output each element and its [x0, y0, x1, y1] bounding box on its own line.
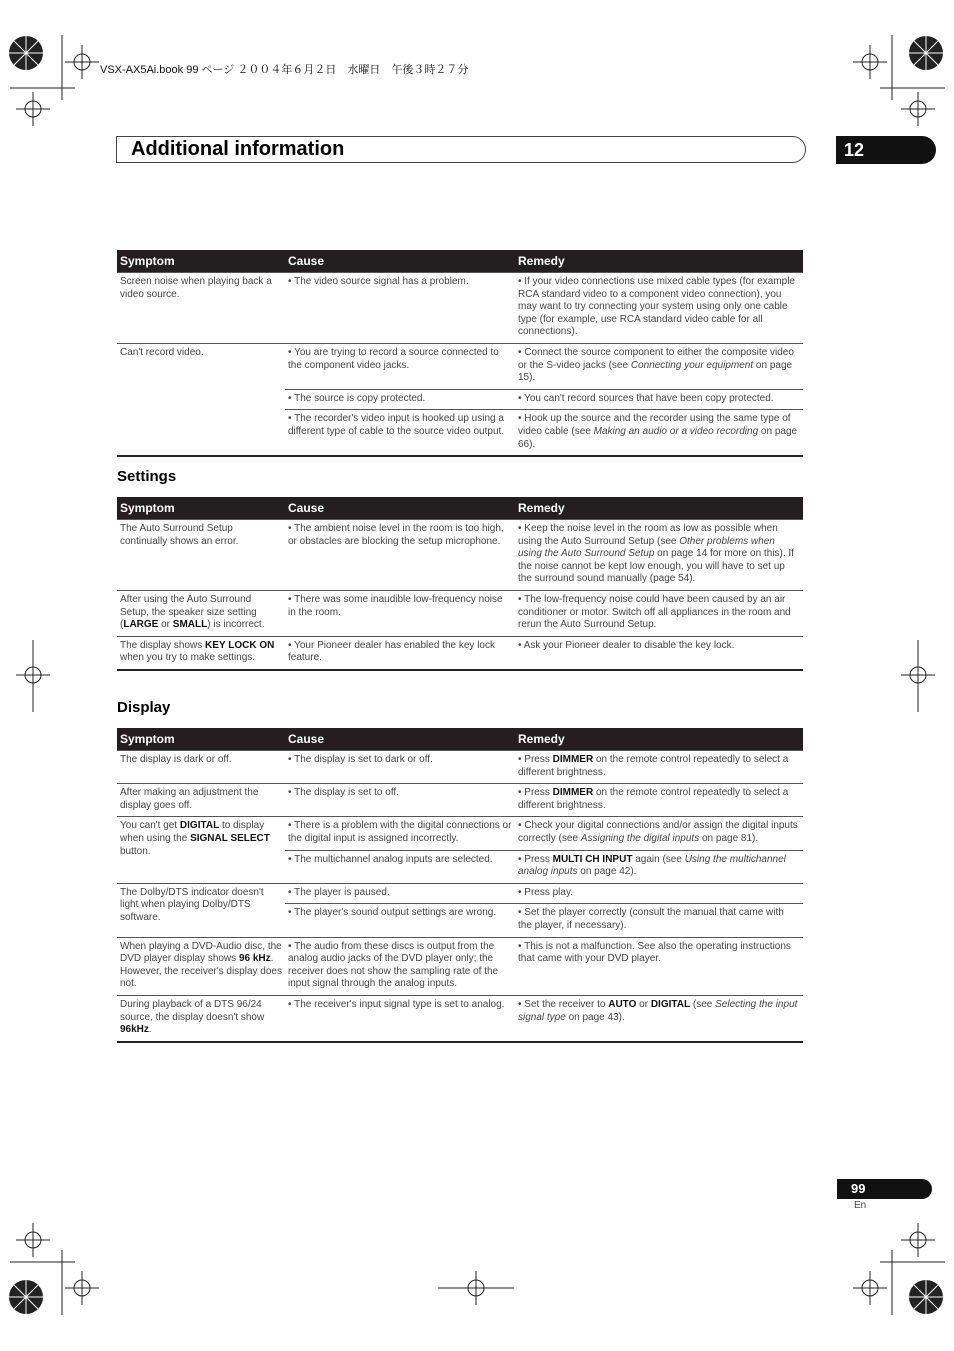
symptom-cell: After using the Auto Surround Setup, the speaker size setting (LARGE or SMALL) is incorrect.	[117, 590, 285, 636]
table-row	[117, 343, 803, 389]
cause-cell: • You are trying to record a source connected to the component video jacks.	[285, 343, 515, 389]
cause-cell: • The source is copy protected.	[285, 389, 515, 410]
symptom-column-header: Symptom	[117, 728, 285, 751]
remedy-cell: • Hook up the source and the recorder using the same type of video cable (see Making an audio or a video recording on page 66).	[515, 410, 803, 456]
settings-heading: Settings	[117, 468, 177, 485]
remedy-cell: • The low-frequency noise could have been caused by an air conditioner or motor. Switch off all appliances in the room and rerun the Auto Surround Setup.	[515, 590, 803, 636]
remedy-cell: • If your video connections use mixed cable types (for example RCA standard video to a component video connection), you may want to try connecting your system using only one cable type (for example, use RCA standard video cable for all connections).	[515, 273, 803, 344]
symptom-cell: You can't get DIGITAL to display when using the SIGNAL SELECT button.	[117, 817, 285, 883]
remedy-cell: • Press DIMMER on the remote control repeatedly to select a different brightness.	[515, 784, 803, 817]
cause-column-header: Cause	[285, 728, 515, 751]
cause-cell: • The receiver's input signal type is set to analog.	[285, 995, 515, 1041]
symptom-column-header: Symptom	[117, 497, 285, 520]
cause-column-header: Cause	[285, 497, 515, 520]
page-title: Additional information	[131, 138, 345, 160]
cause-cell: • The player is paused.	[285, 883, 515, 904]
remedy-column-header: Remedy	[515, 497, 803, 520]
remedy-column-header: Remedy	[515, 728, 803, 751]
cause-cell: • The display is set to dark or off.	[285, 751, 515, 784]
remedy-cell: • Connect the source component to either the composite video or the S-video jacks (see Connecting your equipment on page 15).	[515, 343, 803, 389]
settings-troubleshooting-table	[117, 497, 803, 671]
table-row	[117, 883, 803, 904]
table-row	[117, 636, 803, 670]
symptom-cell: Can't record video.	[117, 343, 285, 456]
cause-cell: • Your Pioneer dealer has enabled the key lock feature.	[285, 636, 515, 670]
table-row	[117, 590, 803, 636]
symptom-cell: After making an adjustment the display goes off.	[117, 784, 285, 817]
table-header-row	[117, 728, 803, 751]
cause-column-header: Cause	[285, 250, 515, 273]
cause-cell: • The player's sound output settings are wrong.	[285, 904, 515, 937]
symptom-cell: The Auto Surround Setup continually shows an error.	[117, 520, 285, 591]
table-row	[117, 751, 803, 784]
remedy-cell: • Set the player correctly (consult the manual that came with the player, if necessary).	[515, 904, 803, 937]
display-heading: Display	[117, 699, 171, 716]
symptom-cell: Screen noise when playing back a video source.	[117, 273, 285, 344]
page-number: 99	[837, 1179, 932, 1199]
remedy-cell: • You can't record sources that have been copy protected.	[515, 389, 803, 410]
cause-cell: • There was some inaudible low-frequency noise in the room.	[285, 590, 515, 636]
print-metadata: VSX-AX5Ai.book 99 ページ ２００４年６月２日 水曜日 午後３時２７分	[100, 64, 469, 76]
symptom-cell: During playback of a DTS 96/24 source, the display doesn't show 96kHz.	[117, 995, 285, 1041]
table-row	[117, 520, 803, 591]
section-header	[116, 136, 806, 163]
symptom-cell: The Dolby/DTS indicator doesn't light when playing Dolby/DTS software.	[117, 883, 285, 937]
symptom-cell: When playing a DVD-Audio disc, the DVD player display shows 96 kHz. However, the receiver's display does not.	[117, 937, 285, 995]
chapter-number-badge: 12	[836, 136, 936, 164]
symptom-cell: The display is dark or off.	[117, 751, 285, 784]
cause-cell: • The multichannel analog inputs are selected.	[285, 850, 515, 883]
remedy-cell: • Check your digital connections and/or assign the digital inputs correctly (see Assigning the digital inputs on page 81).	[515, 817, 803, 850]
display-troubleshooting-table	[117, 728, 803, 1043]
table-row	[117, 817, 803, 850]
remedy-cell: • Press MULTI CH INPUT again (see Using the multichannel analog inputs on page 42).	[515, 850, 803, 883]
cause-cell: • The ambient noise level in the room is too high, or obstacles are blocking the setup microphone.	[285, 520, 515, 591]
cause-cell: • The video source signal has a problem.	[285, 273, 515, 344]
table-row	[117, 937, 803, 995]
cause-cell: • The display is set to off.	[285, 784, 515, 817]
symptom-cell: The display shows KEY LOCK ON when you try to make settings.	[117, 636, 285, 670]
remedy-column-header: Remedy	[515, 250, 803, 273]
remedy-cell: • Press DIMMER on the remote control repeatedly to select a different brightness.	[515, 751, 803, 784]
cause-cell: • The recorder's video input is hooked up using a different type of cable to the source video output.	[285, 410, 515, 456]
remedy-cell: • This is not a malfunction. See also the operating instructions that came with your DVD player.	[515, 937, 803, 995]
table-row	[117, 784, 803, 817]
table-row	[117, 273, 803, 344]
cause-cell: • There is a problem with the digital connections or the digital input is assigned incorrectly.	[285, 817, 515, 850]
remedy-cell: • Keep the noise level in the room as low as possible when using the Auto Surround Setup (see Other problems when using the Auto Surround Setup on page 14 for more on this). If the noise cannot be kept low enough, you will have to set up the surround sound manually (page 54).	[515, 520, 803, 591]
remedy-cell: • Set the receiver to AUTO or DIGITAL (see Selecting the input signal type on page 43).	[515, 995, 803, 1041]
video-troubleshooting-table	[117, 250, 803, 457]
remedy-cell: • Press play.	[515, 883, 803, 904]
table-header-row	[117, 250, 803, 273]
cause-cell: • The audio from these discs is output from the analog audio jacks of the DVD player only; the receiver does not show the sampling rate of the input signal through the analog inputs.	[285, 937, 515, 995]
table-header-row	[117, 497, 803, 520]
table-row	[117, 995, 803, 1041]
symptom-column-header: Symptom	[117, 250, 285, 273]
page-language: En	[854, 1200, 867, 1211]
remedy-cell: • Ask your Pioneer dealer to disable the key lock.	[515, 636, 803, 670]
